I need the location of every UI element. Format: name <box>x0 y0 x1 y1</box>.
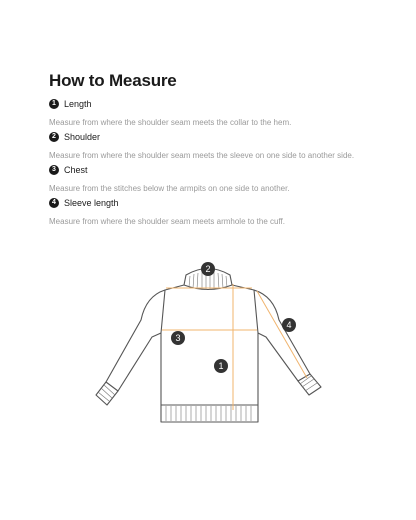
step-description: Measure from the stitches below the armpits on one side to another. <box>49 184 290 193</box>
step-label: Shoulder <box>64 132 101 142</box>
step-description: Measure from where the shoulder seam meets the sleeve on one side to another side. <box>49 151 355 160</box>
sleeve-line <box>257 291 307 378</box>
rib-texture <box>98 272 317 421</box>
marker-shoulder <box>201 262 215 276</box>
step-number-badge: 2 <box>49 132 59 142</box>
step-description: Measure from where the shoulder seam meets the collar to the hem. <box>49 118 292 127</box>
svg-text:4: 4 <box>286 320 292 330</box>
marker-chest <box>171 331 185 345</box>
marker-sleeve-length <box>282 318 296 332</box>
step-description: Measure from where the shoulder seam meets armhole to the cuff. <box>49 217 285 226</box>
marker-length <box>214 359 228 373</box>
svg-text:2: 2 <box>205 264 211 274</box>
step-label: Length <box>64 99 92 109</box>
step-label: Chest <box>64 165 88 175</box>
sweater-outline <box>96 269 321 423</box>
svg-text:1: 1 <box>218 361 224 371</box>
page-title: How to Measure <box>49 71 177 90</box>
step-number-badge: 4 <box>49 198 59 208</box>
step-number-badge: 3 <box>49 165 59 175</box>
step-label: Sleeve length <box>64 198 119 208</box>
svg-text:3: 3 <box>175 333 181 343</box>
step-number-badge: 1 <box>49 99 59 109</box>
measurement-lines <box>162 284 307 410</box>
